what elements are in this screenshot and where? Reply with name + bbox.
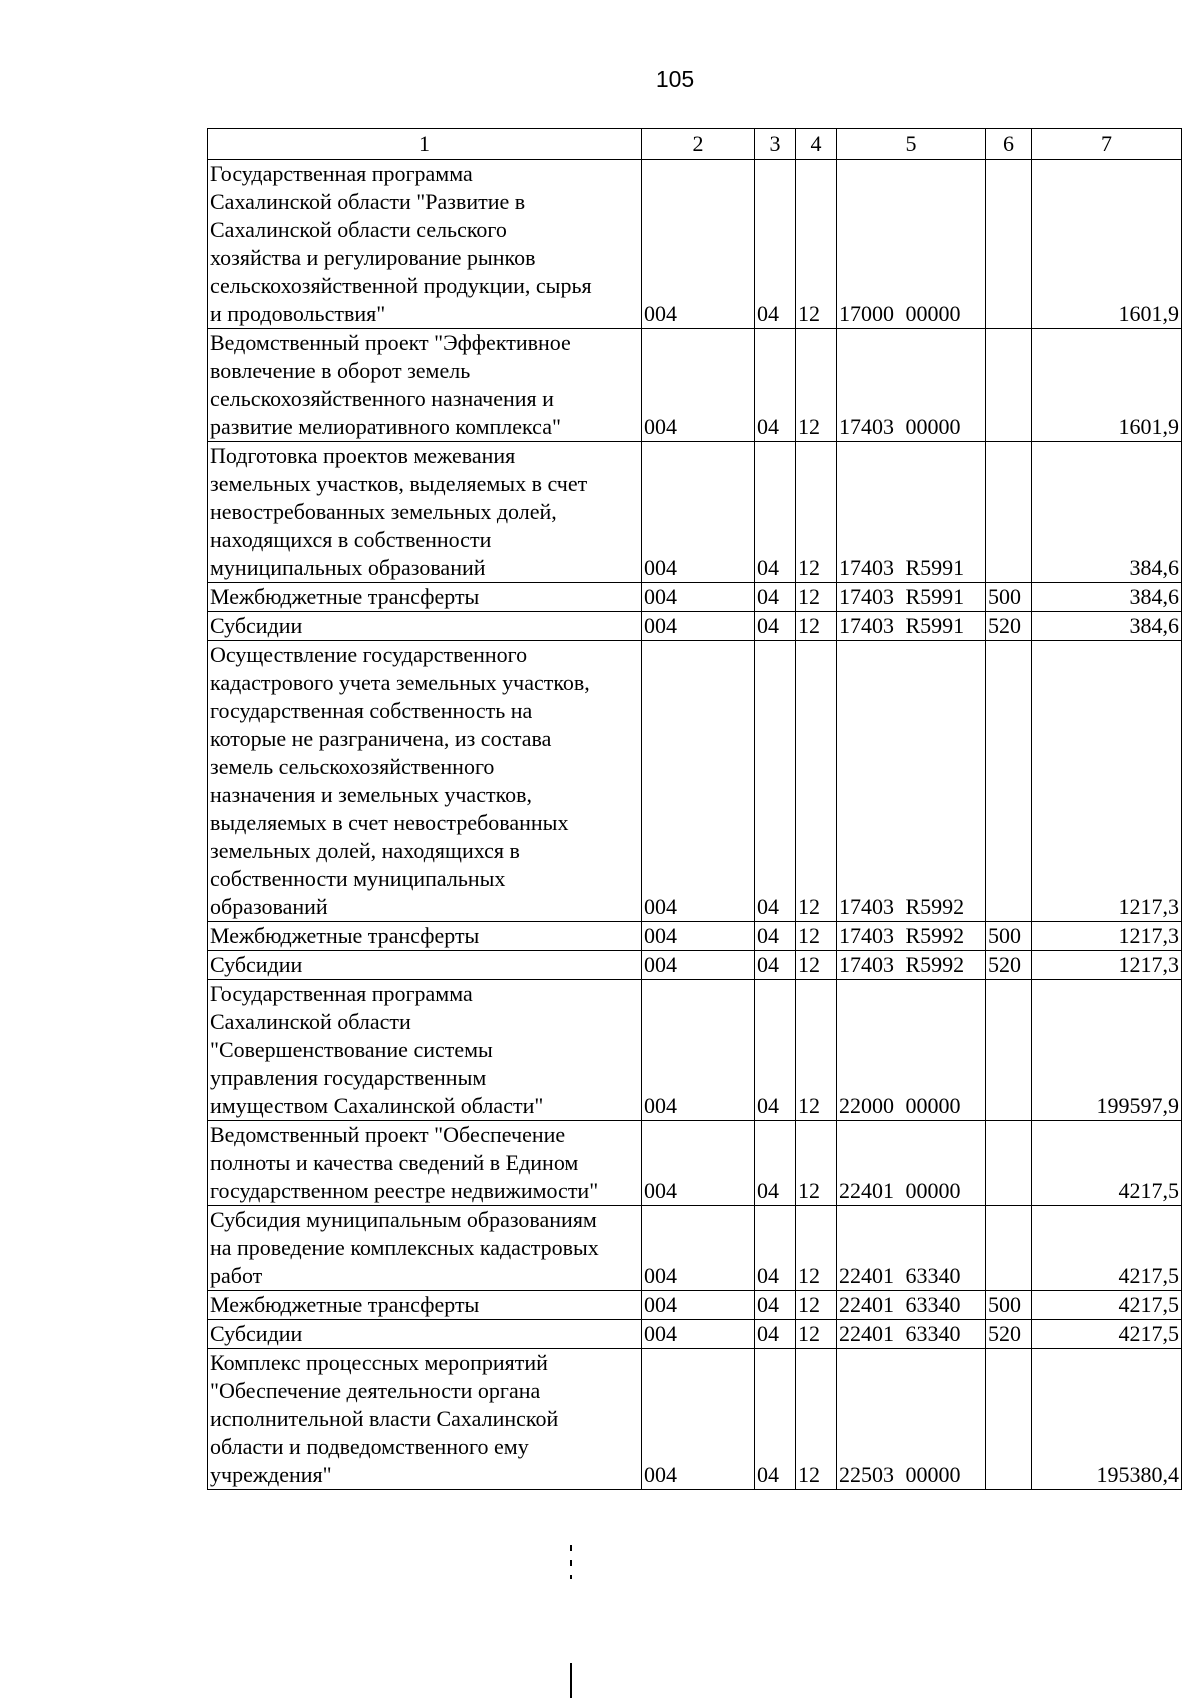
row-amount: 1601,9 — [1032, 329, 1182, 442]
table-row — [208, 1320, 1182, 1349]
scan-artifact-dot — [570, 1545, 572, 1551]
table-header-row — [208, 129, 1182, 160]
row-amount: 384,6 — [1032, 583, 1182, 612]
row-amount: 199597,9 — [1032, 980, 1182, 1121]
row-target-article: 22503 00000 — [837, 1349, 986, 1490]
row-section: 04 — [755, 1320, 796, 1349]
row-section: 04 — [755, 442, 796, 583]
row-target-article: 17403 R5991 — [837, 442, 986, 583]
header-col-3: 3 — [755, 129, 796, 160]
table-row — [208, 951, 1182, 980]
row-target-article: 17403 R5991 — [837, 612, 986, 641]
row-subsection: 12 — [796, 641, 837, 922]
row-name: Межбюджетные трансферты — [208, 922, 642, 951]
header-col-2: 2 — [642, 129, 755, 160]
row-expense-type — [986, 641, 1032, 922]
header-col-5: 5 — [837, 129, 986, 160]
table-row — [208, 1291, 1182, 1320]
row-name: Субсидии — [208, 612, 642, 641]
row-amount: 1217,3 — [1032, 922, 1182, 951]
row-target-article: 22401 63340 — [837, 1320, 986, 1349]
row-subsection: 12 — [796, 922, 837, 951]
row-name: Ведомственный проект "Обеспечение полноты и качества сведений в Едином государственном реестре недвижимости" — [208, 1121, 642, 1206]
header-col-7: 7 — [1032, 129, 1182, 160]
row-expense-type: 500 — [986, 583, 1032, 612]
row-name: Субсидии — [208, 951, 642, 980]
row-amount: 1217,3 — [1032, 641, 1182, 922]
row-amount: 195380,4 — [1032, 1349, 1182, 1490]
budget-table — [207, 128, 1182, 1490]
row-section: 04 — [755, 1291, 796, 1320]
table-row — [208, 980, 1182, 1121]
table-row — [208, 329, 1182, 442]
row-section: 04 — [755, 1206, 796, 1291]
header-col-4: 4 — [796, 129, 837, 160]
row-grbs: 004 — [642, 583, 755, 612]
row-subsection: 12 — [796, 1206, 837, 1291]
row-grbs: 004 — [642, 329, 755, 442]
row-expense-type — [986, 1121, 1032, 1206]
row-target-article: 22401 63340 — [837, 1291, 986, 1320]
row-name: Межбюджетные трансферты — [208, 1291, 642, 1320]
row-target-article: 17403 R5992 — [837, 641, 986, 922]
row-grbs: 004 — [642, 1206, 755, 1291]
row-section: 04 — [755, 329, 796, 442]
row-grbs: 004 — [642, 951, 755, 980]
row-expense-type — [986, 1206, 1032, 1291]
row-grbs: 004 — [642, 612, 755, 641]
row-grbs: 004 — [642, 160, 755, 329]
row-target-article: 22000 00000 — [837, 980, 986, 1121]
row-expense-type: 500 — [986, 1291, 1032, 1320]
row-subsection: 12 — [796, 583, 837, 612]
scan-artifact-dot — [570, 1575, 572, 1579]
row-grbs: 004 — [642, 442, 755, 583]
row-expense-type: 520 — [986, 951, 1032, 980]
row-name: Государственная программа Сахалинской области "Развитие в Сахалинской области сельского хозяйства и регулирование рынков сельскохозяйственной продукции, сырья и продовольствия" — [208, 160, 642, 329]
row-grbs: 004 — [642, 1320, 755, 1349]
row-section: 04 — [755, 1121, 796, 1206]
row-section: 04 — [755, 612, 796, 641]
row-subsection: 12 — [796, 1349, 837, 1490]
row-expense-type: 500 — [986, 922, 1032, 951]
row-expense-type — [986, 442, 1032, 583]
row-amount: 1601,9 — [1032, 160, 1182, 329]
row-expense-type: 520 — [986, 612, 1032, 641]
row-subsection: 12 — [796, 951, 837, 980]
row-target-article: 22401 63340 — [837, 1206, 986, 1291]
row-amount: 384,6 — [1032, 612, 1182, 641]
header-col-6: 6 — [986, 129, 1032, 160]
table-row — [208, 583, 1182, 612]
row-section: 04 — [755, 641, 796, 922]
row-name: Ведомственный проект "Эффективное вовлечение в оборот земель сельскохозяйственного назначения и развитие мелиоративного комплекса" — [208, 329, 642, 442]
row-section: 04 — [755, 1349, 796, 1490]
row-section: 04 — [755, 583, 796, 612]
row-target-article: 17000 00000 — [837, 160, 986, 329]
row-target-article: 17403 R5991 — [837, 583, 986, 612]
row-amount: 4217,5 — [1032, 1320, 1182, 1349]
row-name: Осуществление государственного кадастрового учета земельных участков, государственная собственность на которые не разграничена, из состава земель сельскохозяйственного назначения и земельных участков, выделяемых в счет невостребованных земельных долей, находящихся в собственности муниципальных образований — [208, 641, 642, 922]
scan-artifact-dot — [570, 1560, 572, 1566]
row-section: 04 — [755, 980, 796, 1121]
row-subsection: 12 — [796, 160, 837, 329]
row-section: 04 — [755, 922, 796, 951]
row-section: 04 — [755, 160, 796, 329]
row-expense-type — [986, 329, 1032, 442]
row-expense-type — [986, 980, 1032, 1121]
page-number: 105 — [655, 66, 695, 92]
row-expense-type: 520 — [986, 1320, 1032, 1349]
row-amount: 1217,3 — [1032, 951, 1182, 980]
table-row — [208, 1206, 1182, 1291]
row-amount: 4217,5 — [1032, 1121, 1182, 1206]
row-grbs: 004 — [642, 1349, 755, 1490]
row-subsection: 12 — [796, 1291, 837, 1320]
row-target-article: 17403 R5992 — [837, 922, 986, 951]
table-row — [208, 612, 1182, 641]
row-amount: 4217,5 — [1032, 1291, 1182, 1320]
row-grbs: 004 — [642, 980, 755, 1121]
row-name: Государственная программа Сахалинской области "Совершенствование системы управления государственным имуществом Сахалинской области" — [208, 980, 642, 1121]
row-subsection: 12 — [796, 1121, 837, 1206]
row-section: 04 — [755, 951, 796, 980]
row-name: Комплекс процессных мероприятий "Обеспечение деятельности органа исполнительной власти Сахалинской области и подведомственного ему учреждения" — [208, 1349, 642, 1490]
row-target-article: 22401 00000 — [837, 1121, 986, 1206]
row-target-article: 17403 R5992 — [837, 951, 986, 980]
row-subsection: 12 — [796, 612, 837, 641]
row-expense-type — [986, 1349, 1032, 1490]
table-row — [208, 641, 1182, 922]
row-amount: 4217,5 — [1032, 1206, 1182, 1291]
row-subsection: 12 — [796, 442, 837, 583]
row-grbs: 004 — [642, 922, 755, 951]
row-target-article: 17403 00000 — [837, 329, 986, 442]
row-name: Субсидия муниципальным образованиям на проведение комплексных кадастровых работ — [208, 1206, 642, 1291]
table-row — [208, 160, 1182, 329]
header-col-1: 1 — [208, 129, 642, 160]
row-subsection: 12 — [796, 1320, 837, 1349]
row-name: Субсидии — [208, 1320, 642, 1349]
row-grbs: 004 — [642, 641, 755, 922]
table-row — [208, 922, 1182, 951]
row-subsection: 12 — [796, 980, 837, 1121]
row-grbs: 004 — [642, 1121, 755, 1206]
row-name: Межбюджетные трансферты — [208, 583, 642, 612]
row-expense-type — [986, 160, 1032, 329]
row-name: Подготовка проектов межевания земельных участков, выделяемых в счет невостребованных земельных долей, находящихся в собственности муниципальных образований — [208, 442, 642, 583]
table-row — [208, 442, 1182, 583]
scan-artifact-mark — [570, 1663, 572, 1698]
row-grbs: 004 — [642, 1291, 755, 1320]
table-row — [208, 1349, 1182, 1490]
table-row — [208, 1121, 1182, 1206]
row-subsection: 12 — [796, 329, 837, 442]
row-amount: 384,6 — [1032, 442, 1182, 583]
